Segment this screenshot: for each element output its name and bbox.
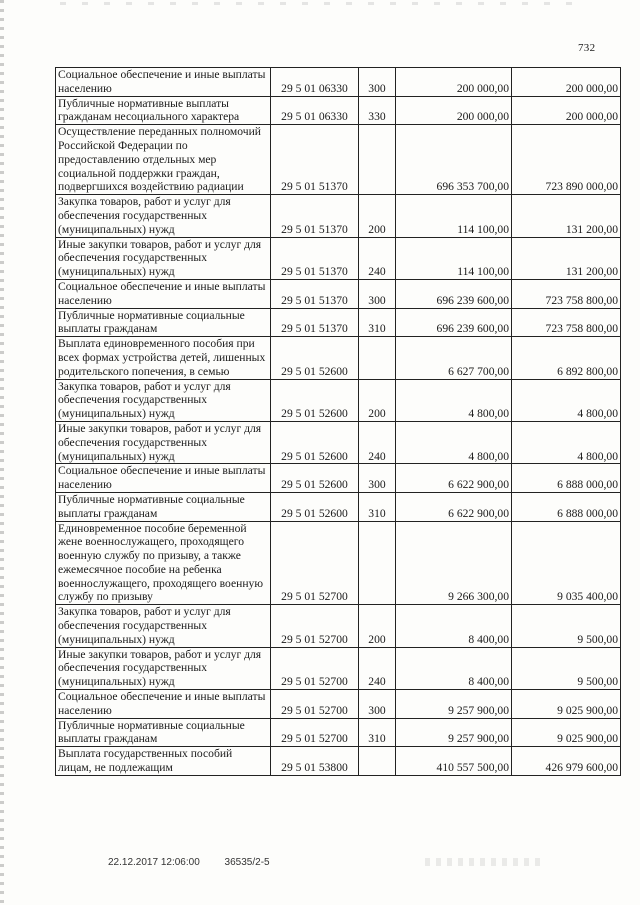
row-amount-year2: 131 200,00 bbox=[512, 195, 621, 237]
footer-scan-noise bbox=[425, 858, 545, 866]
row-expense-type: 240 bbox=[359, 421, 396, 463]
table-row bbox=[56, 125, 621, 195]
row-amount-year2: 9 500,00 bbox=[512, 605, 621, 647]
row-code: 29 5 01 51370 bbox=[271, 279, 359, 308]
table-row bbox=[56, 647, 621, 689]
row-name: Публичные нормативные выплаты гражданам несоциального характера bbox=[56, 96, 271, 125]
row-code: 29 5 01 52700 bbox=[271, 605, 359, 647]
row-name: Социальное обеспечение и иные выплаты населению bbox=[56, 464, 271, 493]
table-row bbox=[56, 605, 621, 647]
row-expense-type: 200 bbox=[359, 195, 396, 237]
row-code: 29 5 01 51370 bbox=[271, 195, 359, 237]
row-amount-year2: 4 800,00 bbox=[512, 421, 621, 463]
table-row bbox=[56, 195, 621, 237]
row-name: Выплата единовременного пособия при всех формах устройства детей, лишенных родительского попечения, в семью bbox=[56, 337, 271, 379]
row-code: 29 5 01 52600 bbox=[271, 421, 359, 463]
scan-edge bbox=[0, 0, 4, 905]
row-amount-year2: 131 200,00 bbox=[512, 237, 621, 279]
row-expense-type: 300 bbox=[359, 690, 396, 719]
row-amount-year1: 4 800,00 bbox=[396, 421, 512, 463]
row-name: Социальное обеспечение и иные выплаты населению bbox=[56, 690, 271, 719]
row-name: Закупка товаров, работ и услуг для обеспечения государственных (муниципальных) нужд bbox=[56, 379, 271, 421]
table-row bbox=[56, 521, 621, 605]
row-amount-year1: 200 000,00 bbox=[396, 68, 512, 97]
row-amount-year1: 6 622 900,00 bbox=[396, 464, 512, 493]
row-amount-year1: 9 257 900,00 bbox=[396, 718, 512, 747]
row-expense-type: 300 bbox=[359, 68, 396, 97]
row-amount-year1: 9 266 300,00 bbox=[396, 521, 512, 605]
row-name: Осуществление переданных полномочий Российской Федерации по предоставлению отдельных мер социальной поддержки граждан, подвергшихся воздействию радиации bbox=[56, 125, 271, 195]
row-name: Публичные нормативные социальные выплаты гражданам bbox=[56, 308, 271, 337]
row-name: Иные закупки товаров, работ и услуг для обеспечения государственных (муниципальных) нужд bbox=[56, 647, 271, 689]
row-code: 29 5 01 52600 bbox=[271, 379, 359, 421]
row-amount-year2: 9 025 900,00 bbox=[512, 690, 621, 719]
row-name: Закупка товаров, работ и услуг для обеспечения государственных (муниципальных) нужд bbox=[56, 195, 271, 237]
row-expense-type: 310 bbox=[359, 308, 396, 337]
table-row bbox=[56, 421, 621, 463]
table-row bbox=[56, 492, 621, 521]
row-expense-type: 330 bbox=[359, 96, 396, 125]
row-amount-year1: 8 400,00 bbox=[396, 647, 512, 689]
budget-table bbox=[55, 67, 621, 776]
row-amount-year1: 200 000,00 bbox=[396, 96, 512, 125]
row-amount-year2: 200 000,00 bbox=[512, 96, 621, 125]
table-row bbox=[56, 747, 621, 776]
row-code: 29 5 01 52700 bbox=[271, 690, 359, 719]
row-amount-year2: 9 025 900,00 bbox=[512, 718, 621, 747]
row-expense-type: 300 bbox=[359, 464, 396, 493]
row-amount-year1: 114 100,00 bbox=[396, 237, 512, 279]
row-amount-year2: 426 979 600,00 bbox=[512, 747, 621, 776]
row-amount-year2: 4 800,00 bbox=[512, 379, 621, 421]
row-expense-type bbox=[359, 747, 396, 776]
row-name: Социальное обеспечение и иные выплаты населению bbox=[56, 279, 271, 308]
table-row bbox=[56, 464, 621, 493]
row-amount-year2: 723 758 800,00 bbox=[512, 308, 621, 337]
table-row bbox=[56, 718, 621, 747]
row-expense-type: 240 bbox=[359, 237, 396, 279]
table-row bbox=[56, 237, 621, 279]
row-amount-year1: 410 557 500,00 bbox=[396, 747, 512, 776]
row-amount-year1: 9 257 900,00 bbox=[396, 690, 512, 719]
row-code: 29 5 01 51370 bbox=[271, 308, 359, 337]
table-row bbox=[56, 337, 621, 379]
row-amount-year1: 6 627 700,00 bbox=[396, 337, 512, 379]
row-name: Единовременное пособие беременной жене военнослужащего, проходящего военную службу по призыву, а также ежемесячное пособие на ребенка военнослужащего, проходящего военную службу по призыву bbox=[56, 521, 271, 605]
row-amount-year2: 6 888 000,00 bbox=[512, 464, 621, 493]
row-expense-type: 200 bbox=[359, 605, 396, 647]
row-amount-year2: 6 892 800,00 bbox=[512, 337, 621, 379]
row-expense-type bbox=[359, 125, 396, 195]
row-amount-year2: 723 758 800,00 bbox=[512, 279, 621, 308]
page-number: 732 bbox=[578, 42, 596, 54]
row-name: Закупка товаров, работ и услуг для обеспечения государственных (муниципальных) нужд bbox=[56, 605, 271, 647]
row-code: 29 5 01 53800 bbox=[271, 747, 359, 776]
row-amount-year2: 9 035 400,00 bbox=[512, 521, 621, 605]
table-row bbox=[56, 68, 621, 97]
row-name: Выплата государственных пособий лицам, не подлежащим bbox=[56, 747, 271, 776]
row-expense-type: 200 bbox=[359, 379, 396, 421]
row-expense-type bbox=[359, 521, 396, 605]
row-name: Иные закупки товаров, работ и услуг для обеспечения государственных (муниципальных) нужд bbox=[56, 421, 271, 463]
row-expense-type bbox=[359, 337, 396, 379]
row-expense-type: 300 bbox=[359, 279, 396, 308]
footer-document-id: 36535/2-5 bbox=[224, 857, 270, 868]
table-row bbox=[56, 379, 621, 421]
row-code: 29 5 01 52700 bbox=[271, 718, 359, 747]
row-code: 29 5 01 52600 bbox=[271, 337, 359, 379]
row-amount-year1: 696 239 600,00 bbox=[396, 279, 512, 308]
row-code: 29 5 01 51370 bbox=[271, 237, 359, 279]
row-code: 29 5 01 06330 bbox=[271, 96, 359, 125]
row-code: 29 5 01 52600 bbox=[271, 492, 359, 521]
row-amount-year1: 114 100,00 bbox=[396, 195, 512, 237]
footer-timestamp: 22.12.2017 12:06:00 bbox=[108, 857, 200, 868]
scan-top-noise bbox=[60, 2, 580, 5]
row-amount-year1: 696 239 600,00 bbox=[396, 308, 512, 337]
table-row bbox=[56, 690, 621, 719]
row-code: 29 5 01 06330 bbox=[271, 68, 359, 97]
budget-table-body bbox=[56, 68, 621, 776]
row-code: 29 5 01 52700 bbox=[271, 647, 359, 689]
row-amount-year2: 200 000,00 bbox=[512, 68, 621, 97]
table-row bbox=[56, 279, 621, 308]
row-amount-year1: 696 353 700,00 bbox=[396, 125, 512, 195]
table-row bbox=[56, 308, 621, 337]
row-amount-year1: 4 800,00 bbox=[396, 379, 512, 421]
row-expense-type: 240 bbox=[359, 647, 396, 689]
footer bbox=[108, 857, 270, 868]
row-amount-year2: 6 888 000,00 bbox=[512, 492, 621, 521]
row-expense-type: 310 bbox=[359, 718, 396, 747]
table-row bbox=[56, 96, 621, 125]
row-amount-year1: 6 622 900,00 bbox=[396, 492, 512, 521]
row-code: 29 5 01 52700 bbox=[271, 521, 359, 605]
row-amount-year2: 9 500,00 bbox=[512, 647, 621, 689]
row-amount-year1: 8 400,00 bbox=[396, 605, 512, 647]
row-name: Публичные нормативные социальные выплаты гражданам bbox=[56, 492, 271, 521]
row-name: Социальное обеспечение и иные выплаты населению bbox=[56, 68, 271, 97]
row-code: 29 5 01 51370 bbox=[271, 125, 359, 195]
row-code: 29 5 01 52600 bbox=[271, 464, 359, 493]
row-name: Публичные нормативные социальные выплаты гражданам bbox=[56, 718, 271, 747]
row-amount-year2: 723 890 000,00 bbox=[512, 125, 621, 195]
row-name: Иные закупки товаров, работ и услуг для обеспечения государственных (муниципальных) нужд bbox=[56, 237, 271, 279]
row-expense-type: 310 bbox=[359, 492, 396, 521]
